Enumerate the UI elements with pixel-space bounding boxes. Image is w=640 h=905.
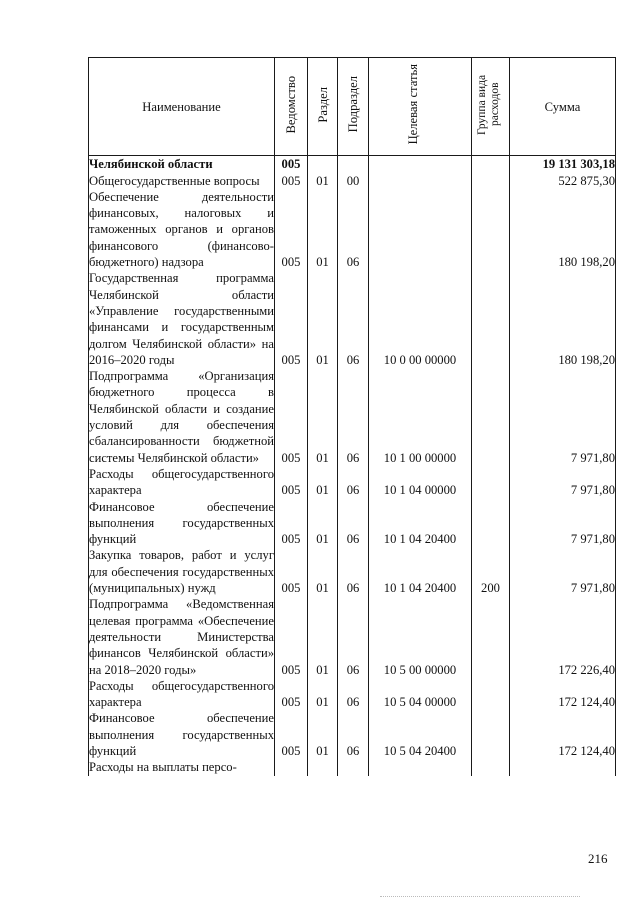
row-summa: 522 875,30 bbox=[510, 173, 616, 189]
row-razdel: 01 bbox=[308, 547, 338, 596]
row-podrazdel: 06 bbox=[338, 710, 369, 759]
row-podrazdel: 06 bbox=[338, 596, 369, 677]
table-row bbox=[89, 368, 616, 466]
row-podrazdel: 06 bbox=[338, 499, 369, 548]
table-row bbox=[89, 156, 616, 173]
row-name: Расходы общегосударственного характера bbox=[89, 678, 274, 710]
row-vedomstvo: 005 bbox=[275, 466, 308, 499]
row-name: Подпрограмма «Ведомственная целевая программа «Обеспечение деятельности Министерства финансов Челябинской области» на 2018–2020 годы» bbox=[89, 597, 274, 677]
budget-table bbox=[88, 57, 616, 776]
row-summa: 7 971,80 bbox=[510, 499, 616, 548]
row-celevaya: 10 5 04 00000 bbox=[369, 678, 472, 711]
row-celevaya: 10 1 04 00000 bbox=[369, 466, 472, 499]
table-row bbox=[89, 547, 616, 596]
table-row bbox=[89, 710, 616, 759]
row-summa: 7 971,80 bbox=[510, 466, 616, 499]
row-vedomstvo bbox=[275, 759, 308, 775]
row-razdel: 01 bbox=[308, 189, 338, 270]
row-gruppa bbox=[472, 173, 510, 189]
row-vedomstvo: 005 bbox=[275, 156, 308, 173]
row-celevaya bbox=[369, 759, 472, 775]
row-name: Челябинской области bbox=[89, 156, 275, 173]
scan-edge-line bbox=[380, 896, 580, 897]
header-podrazdel bbox=[338, 58, 369, 156]
row-summa: 180 198,20 bbox=[510, 189, 616, 270]
table-row bbox=[89, 759, 616, 775]
row-gruppa bbox=[472, 270, 510, 368]
row-razdel: 01 bbox=[308, 499, 338, 548]
table-header-row bbox=[89, 58, 616, 156]
table-row bbox=[89, 466, 616, 499]
table-row bbox=[89, 499, 616, 548]
row-podrazdel bbox=[338, 156, 369, 173]
table-row bbox=[89, 173, 616, 189]
row-gruppa bbox=[472, 156, 510, 173]
table-row bbox=[89, 678, 616, 711]
row-summa: 172 124,40 bbox=[510, 678, 616, 711]
row-celevaya bbox=[369, 189, 472, 270]
header-podrazdel-label: Подраздел bbox=[346, 76, 360, 133]
row-gruppa bbox=[472, 596, 510, 677]
header-razdel-label: Раздел bbox=[315, 86, 330, 123]
table-row bbox=[89, 596, 616, 677]
header-gruppa-label: Группа вида расходов bbox=[475, 74, 501, 135]
row-name: Расходы общегосударственного характера bbox=[89, 466, 274, 498]
table-row bbox=[89, 270, 616, 368]
row-podrazdel: 06 bbox=[338, 368, 369, 466]
row-celevaya: 10 5 00 00000 bbox=[369, 596, 472, 677]
row-name: Подпрограмма «Организация бюджетного процесса в Челябинской области и создание условий для обеспечения сбалансированности бюджетной системы Челябинской области» bbox=[89, 369, 274, 465]
row-vedomstvo: 005 bbox=[275, 173, 308, 189]
row-razdel bbox=[308, 759, 338, 775]
row-gruppa bbox=[472, 710, 510, 759]
row-celevaya: 10 1 04 20400 bbox=[369, 547, 472, 596]
row-podrazdel bbox=[338, 759, 369, 775]
row-razdel: 01 bbox=[308, 368, 338, 466]
row-name: Общегосударственные вопросы bbox=[89, 173, 275, 189]
row-razdel: 01 bbox=[308, 173, 338, 189]
row-vedomstvo: 005 bbox=[275, 368, 308, 466]
row-name: Финансовое обеспечение выполнения государственных функций bbox=[89, 711, 274, 758]
row-gruppa bbox=[472, 759, 510, 775]
header-gruppa bbox=[472, 58, 510, 156]
row-podrazdel: 00 bbox=[338, 173, 369, 189]
row-vedomstvo: 005 bbox=[275, 710, 308, 759]
row-name: Обеспечение деятельности финансовых, налоговых и таможенных органов и органов финансового (финансово-бюджетного) надзора bbox=[89, 189, 274, 270]
row-gruppa bbox=[472, 678, 510, 711]
row-gruppa bbox=[472, 368, 510, 466]
row-razdel: 01 bbox=[308, 596, 338, 677]
row-gruppa bbox=[472, 466, 510, 499]
row-razdel bbox=[308, 156, 338, 173]
row-summa: 180 198,20 bbox=[510, 270, 616, 368]
row-celevaya bbox=[369, 156, 472, 173]
row-celevaya: 10 0 00 00000 bbox=[369, 270, 472, 368]
row-summa: 172 124,40 bbox=[510, 710, 616, 759]
row-summa: 7 971,80 bbox=[510, 547, 616, 596]
row-razdel: 01 bbox=[308, 270, 338, 368]
row-razdel: 01 bbox=[308, 710, 338, 759]
header-vedomstvo-label: Ведомство bbox=[284, 75, 298, 134]
row-name: Финансовое обеспечение выполнения государственных функций bbox=[89, 499, 274, 547]
row-podrazdel: 06 bbox=[338, 466, 369, 499]
row-name: Государственная программа Челябинской области «Управление государственными финансами и государственным долгом Челябинской области» на 2016–2020 годы bbox=[89, 271, 274, 367]
row-summa: 172 226,40 bbox=[510, 596, 616, 677]
row-vedomstvo: 005 bbox=[275, 189, 308, 270]
header-name: Наименование bbox=[89, 58, 275, 156]
row-celevaya: 10 1 00 00000 bbox=[369, 368, 472, 466]
row-podrazdel: 06 bbox=[338, 189, 369, 270]
row-celevaya bbox=[369, 173, 472, 189]
row-vedomstvo: 005 bbox=[275, 270, 308, 368]
row-razdel: 01 bbox=[308, 466, 338, 499]
header-celevaya bbox=[369, 58, 472, 156]
table-row bbox=[89, 189, 616, 270]
header-celevaya-label: Целевая статья bbox=[406, 64, 420, 145]
row-summa: 19 131 303,18 bbox=[510, 156, 616, 173]
row-podrazdel: 06 bbox=[338, 678, 369, 711]
row-vedomstvo: 005 bbox=[275, 547, 308, 596]
row-vedomstvo: 005 bbox=[275, 596, 308, 677]
row-gruppa: 200 bbox=[472, 547, 510, 596]
row-gruppa bbox=[472, 499, 510, 548]
header-summa: Сумма bbox=[510, 58, 616, 156]
row-vedomstvo: 005 bbox=[275, 678, 308, 711]
row-razdel: 01 bbox=[308, 678, 338, 711]
row-vedomstvo: 005 bbox=[275, 499, 308, 548]
row-podrazdel: 06 bbox=[338, 547, 369, 596]
page-number: 216 bbox=[588, 851, 608, 866]
row-summa bbox=[510, 759, 616, 775]
row-celevaya: 10 1 04 20400 bbox=[369, 499, 472, 548]
row-gruppa bbox=[472, 189, 510, 270]
header-razdel bbox=[308, 58, 338, 156]
row-name: Закупка товаров, работ и услуг для обеспечения государственных (муниципальных) нужд bbox=[89, 548, 274, 596]
row-podrazdel: 06 bbox=[338, 270, 369, 368]
row-celevaya: 10 5 04 20400 bbox=[369, 710, 472, 759]
row-summa: 7 971,80 bbox=[510, 368, 616, 466]
header-vedomstvo bbox=[275, 58, 308, 156]
row-name: Расходы на выплаты персо- bbox=[89, 759, 275, 775]
